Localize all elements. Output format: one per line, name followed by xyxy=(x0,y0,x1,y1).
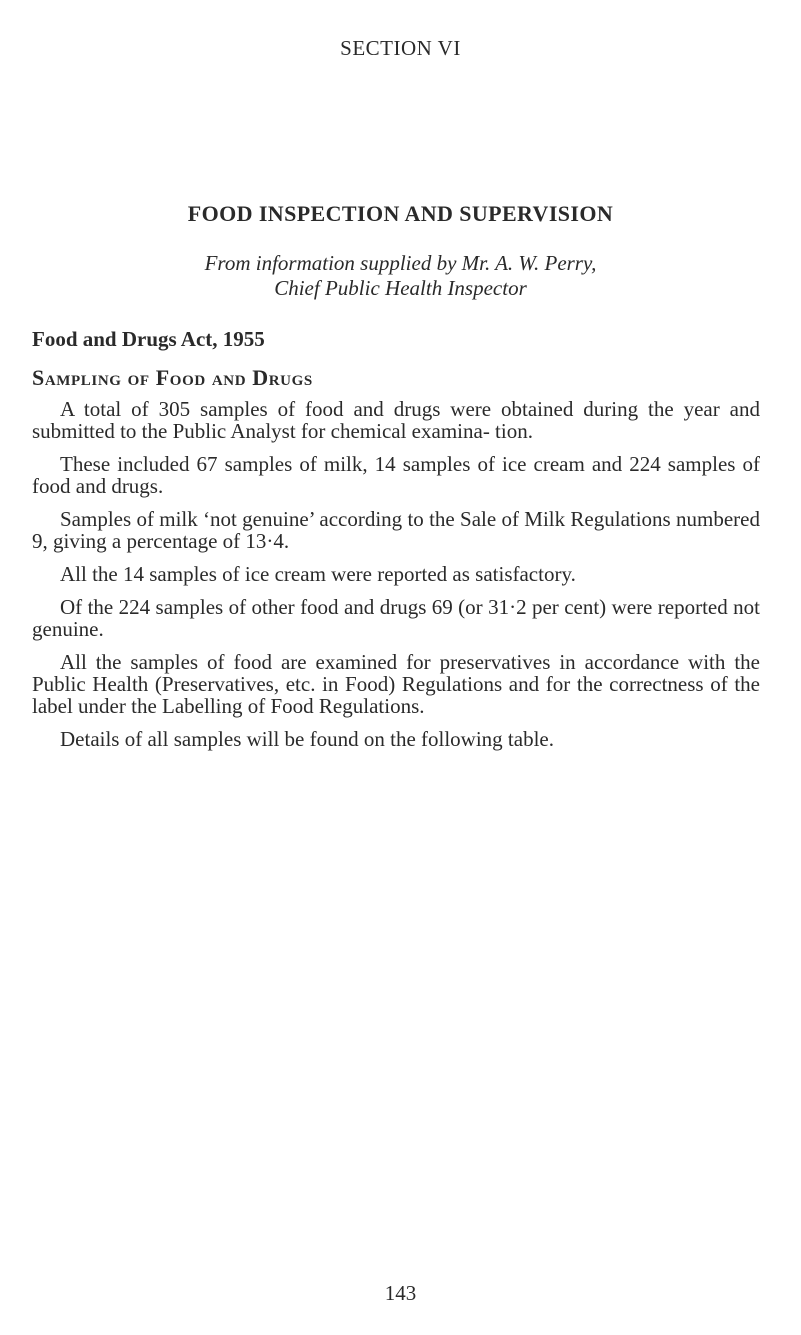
page-title: FOOD INSPECTION AND SUPERVISION xyxy=(187,201,614,226)
act-heading: Food and Drugs Act, 1955 xyxy=(32,327,265,351)
paragraph-ice-cream: All the 14 samples of ice cream were reported as satisfactory. xyxy=(60,562,576,586)
subheading: Sampling of Food and Drugs xyxy=(32,365,313,390)
paragraph-other-food: Of the 224 samples of other food and drugs 69 (or 31·2 per cent) were reported not genuine. xyxy=(32,595,760,641)
attribution xyxy=(0,251,801,301)
attribution-line-1: From information supplied by Mr. A. W. Perry, xyxy=(204,251,597,275)
paragraph-sample-breakdown: These included 67 samples of milk, 14 samples of ice cream and 224 samples of food and drugs. xyxy=(32,452,760,498)
paragraph-total-samples: A total of 305 samples of food and drugs were obtained during the year and submitted to the Public Analyst for chemical examina- tion. xyxy=(32,397,760,443)
section-heading: SECTION VI xyxy=(340,36,461,60)
body-text xyxy=(32,398,760,761)
attribution-line-2: Chief Public Health Inspector xyxy=(274,276,527,300)
page-number: 143 xyxy=(384,1281,417,1305)
paragraph-preservatives: All the samples of food are examined for preservatives in accordance with the Public Health (Preservatives, etc. in Food) Regulations and for the correctness of the label under the Labelling of Food Regulations. xyxy=(32,650,760,718)
paragraph-milk-samples: Samples of milk ‘not genuine’ according to the Sale of Milk Regulations numbered 9, giving a percentage of 13·4. xyxy=(32,507,760,553)
paragraph-details: Details of all samples will be found on the following table. xyxy=(60,727,554,751)
